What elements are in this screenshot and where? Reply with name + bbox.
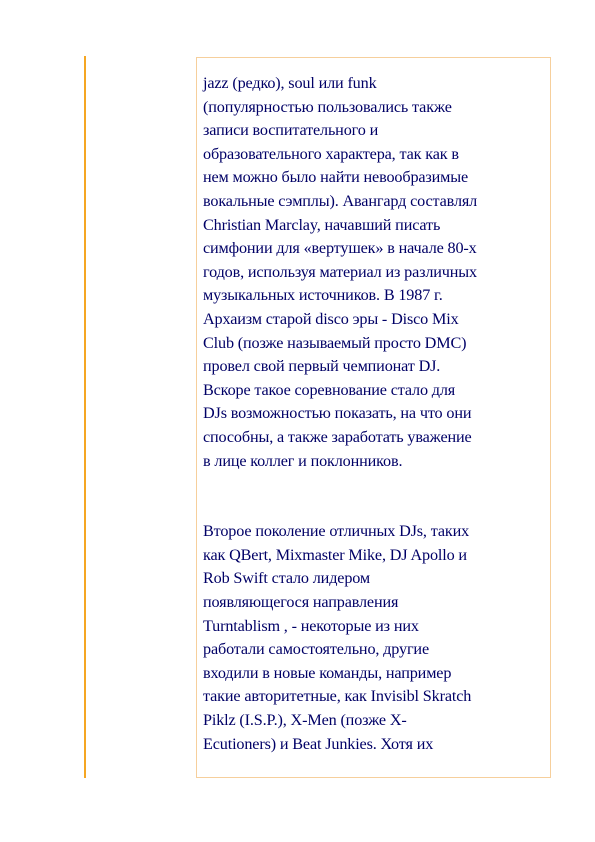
text-line: как QBert, Mixmaster Mike, DJ Apollo и [203, 545, 467, 564]
text-line: (популярностью пользовались также [203, 97, 452, 116]
text-line: Piklz (I.S.P.), X-Men (позже X- [203, 711, 407, 730]
text-line: jazz (редко), soul или funk [203, 74, 377, 92]
text-line: Christian Marclay, начавший писать [203, 215, 441, 234]
left-margin-rule [84, 56, 86, 778]
text-line: годов, используя материал из различных [203, 262, 477, 281]
paragraph-spacer [203, 473, 548, 520]
text-line: провел свой первый чемпионат DJ. [203, 357, 441, 376]
text-line: музыкальных источников. В 1987 г. [203, 286, 443, 305]
text-line: Второе поколение отличных DJs, таких [203, 522, 470, 541]
text-line: нем можно было найти невообразимые [203, 168, 469, 187]
text-line: Архаизм старой disco эры - Disco Mix [203, 309, 459, 328]
text-line: образовательного характера, так как в [203, 144, 459, 163]
text-line: работали самостоятельно, другие [203, 640, 429, 659]
text-line: Ecutioners) и Beat Junkies. Хотя их [203, 734, 434, 753]
text-line: появляющегося направления [203, 593, 399, 612]
text-line: входили в новые команды, например [203, 663, 452, 682]
text-line: в лице коллег и поклонников. [203, 451, 403, 470]
text-line: такие авторитетные, как Invisibl Skratch [203, 687, 472, 706]
document-text-column [203, 72, 548, 756]
text-line: способны, а также заработать уважение [203, 427, 472, 446]
text-line: DJs возможностью показать, на что они [203, 404, 472, 423]
text-line: вокальные сэмплы). Авангард составлял [203, 191, 478, 210]
paragraph-2 [203, 520, 548, 756]
text-line: записи воспитательного и [203, 121, 379, 140]
text-line: Turntablism , - некоторые из них [203, 616, 419, 635]
paragraph-1 [203, 72, 548, 473]
text-line: симфонии для «вертушек» в начале 80-х [203, 239, 477, 258]
text-line: Вскоре такое соревнование стало для [203, 380, 456, 399]
text-line: Rob Swift стало лидером [203, 569, 370, 588]
text-line: Club (позже называемый просто DMC) [203, 333, 467, 352]
